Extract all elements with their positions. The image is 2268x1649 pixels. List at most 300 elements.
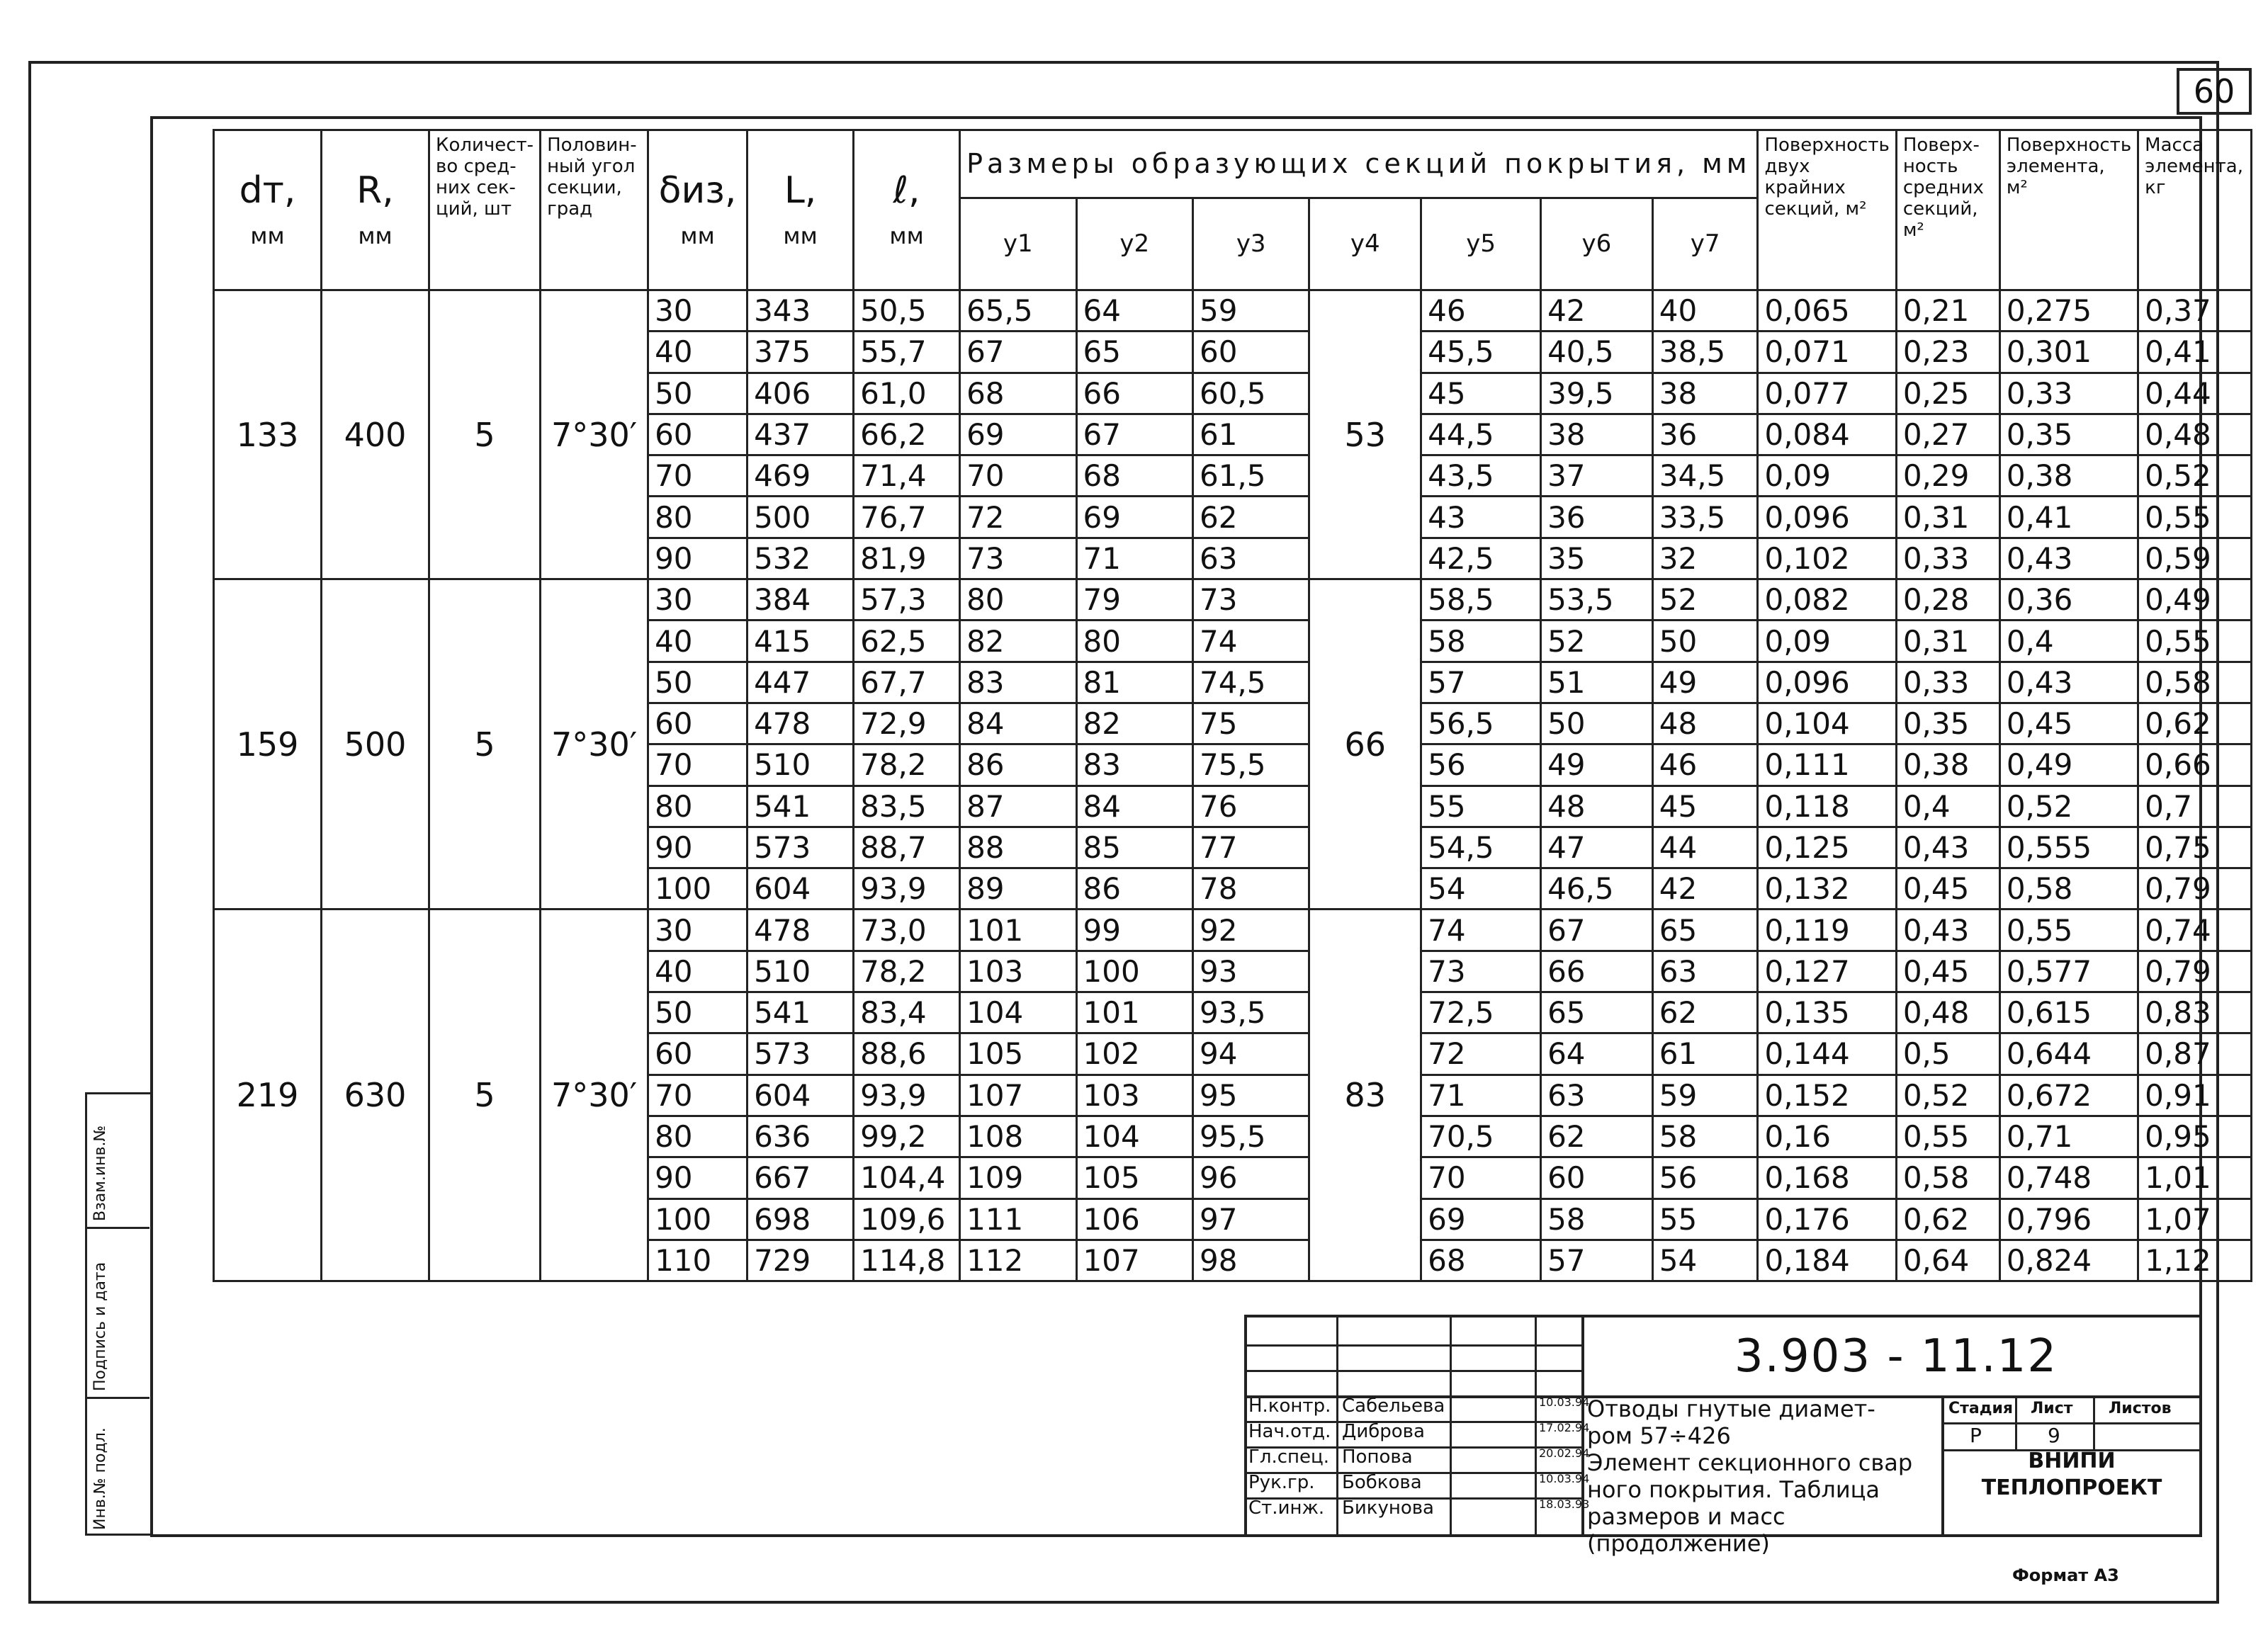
- table-cell: 57,3: [854, 579, 960, 620]
- table-cell: 109: [960, 1157, 1076, 1198]
- table-cell: 99,2: [854, 1116, 960, 1157]
- table-cell: 510: [747, 744, 854, 786]
- table-cell: 500: [747, 497, 854, 538]
- table-cell: 71: [1421, 1075, 1541, 1116]
- table-cell: 93,9: [854, 868, 960, 910]
- signature-date: 10.03.94: [1539, 1472, 1590, 1485]
- table-cell: 0,79: [2138, 868, 2252, 910]
- table-cell: 65,5: [960, 290, 1076, 332]
- table-cell: 55: [1421, 786, 1541, 827]
- signature-row: [1246, 1470, 1590, 1496]
- table-cell: 0,83: [2138, 992, 2252, 1033]
- table-cell: 76: [1192, 786, 1309, 827]
- table-cell: 447: [747, 662, 854, 703]
- stamp-cell-replaced: Взам.инв.№: [87, 1094, 149, 1229]
- table-cell: 39,5: [1541, 373, 1653, 414]
- cell-y4: 66: [1309, 579, 1421, 910]
- table-cell: 92: [1192, 910, 1309, 951]
- table-cell: 0,28: [1896, 579, 1999, 620]
- table-cell: 67: [1076, 414, 1192, 455]
- table-cell: 88,7: [854, 827, 960, 868]
- table-cell: 667: [747, 1157, 854, 1198]
- table-cell: 51: [1541, 662, 1653, 703]
- table-cell: 63: [1541, 1075, 1653, 1116]
- signature-name: Бикунова: [1342, 1497, 1434, 1519]
- table-cell: 35: [1541, 538, 1653, 579]
- table-cell: 0,66: [2138, 744, 2252, 786]
- table-cell: 573: [747, 1033, 854, 1075]
- table-cell: 93,5: [1192, 992, 1309, 1033]
- table-cell: 45: [1421, 373, 1541, 414]
- table-cell: 73: [1421, 951, 1541, 992]
- signature-row: [1246, 1445, 1590, 1470]
- table-cell: 48: [1652, 703, 1758, 744]
- table-cell: 0,58: [1999, 868, 2138, 910]
- table-cell: 78,2: [854, 951, 960, 992]
- table-cell: 0,111: [1758, 744, 1896, 786]
- table-cell: 0,104: [1758, 703, 1896, 744]
- table-cell: 80: [960, 579, 1076, 620]
- cell-half-angle: 7°30′: [541, 290, 648, 579]
- table-cell: 0,184: [1758, 1240, 1896, 1281]
- table-cell: 90: [648, 538, 747, 579]
- table-cell: 0,49: [1999, 744, 2138, 786]
- cell-y4: 53: [1309, 290, 1421, 579]
- table-cell: 112: [960, 1240, 1076, 1281]
- table-cell: 0,55: [1999, 910, 2138, 951]
- table-cell: 114,8: [854, 1240, 960, 1281]
- table-cell: 83,4: [854, 992, 960, 1033]
- table-cell: 67,7: [854, 662, 960, 703]
- dimensions-table: [213, 129, 2252, 1282]
- table-cell: 82: [1076, 703, 1192, 744]
- table-cell: 0,33: [1896, 538, 1999, 579]
- table-cell: 40: [648, 332, 747, 373]
- table-cell: 40: [648, 951, 747, 992]
- table-cell: 510: [747, 951, 854, 992]
- cell-sections-count: 5: [429, 290, 541, 579]
- table-cell: 33,5: [1652, 497, 1758, 538]
- table-cell: 62,5: [854, 620, 960, 662]
- table-cell: 50: [1541, 703, 1653, 744]
- table-cell: 0,55: [2138, 497, 2252, 538]
- table-cell: 0,48: [1896, 992, 1999, 1033]
- table-cell: 0,31: [1896, 497, 1999, 538]
- cell-half-angle: 7°30′: [541, 579, 648, 910]
- table-cell: 68: [960, 373, 1076, 414]
- table-cell: 0,31: [1896, 620, 1999, 662]
- table-cell: 48: [1541, 786, 1653, 827]
- table-cell: 0,27: [1896, 414, 1999, 455]
- table-cell: 0,52: [1999, 786, 2138, 827]
- signature-role: Гл.спец.: [1248, 1446, 1329, 1468]
- table-cell: 0,44: [2138, 373, 2252, 414]
- table-cell: 469: [747, 455, 854, 497]
- table-cell: 49: [1652, 662, 1758, 703]
- table-cell: 80: [648, 497, 747, 538]
- table-cell: 0,096: [1758, 662, 1896, 703]
- table-cell: 0,796: [1999, 1198, 2138, 1240]
- table-cell: 0,132: [1758, 868, 1896, 910]
- side-stamp: [85, 1092, 150, 1536]
- table-cell: 0,176: [1758, 1198, 1896, 1240]
- header-delta: δиз, мм: [648, 130, 747, 290]
- cell-r: 630: [322, 910, 429, 1281]
- table-cell: 0,43: [1896, 827, 1999, 868]
- table-cell: 0,55: [1896, 1116, 1999, 1157]
- table-cell: 406: [747, 373, 854, 414]
- table-cell: 57: [1421, 662, 1541, 703]
- table-cell: 56: [1652, 1157, 1758, 1198]
- table-cell: 87: [960, 786, 1076, 827]
- table-cell: 61,0: [854, 373, 960, 414]
- table-cell: 0,21: [1896, 290, 1999, 332]
- table-cell: 0,29: [1896, 455, 1999, 497]
- signature-row: [1246, 1394, 1590, 1420]
- table-cell: 55: [1652, 1198, 1758, 1240]
- table-cell: 0,096: [1758, 497, 1896, 538]
- table-cell: 0,118: [1758, 786, 1896, 827]
- table-cell: 101: [1076, 992, 1192, 1033]
- table-cell: 100: [648, 868, 747, 910]
- table-cell: 0,58: [1896, 1157, 1999, 1198]
- table-cell: 0,23: [1896, 332, 1999, 373]
- table-cell: 107: [1076, 1240, 1192, 1281]
- table-cell: 86: [960, 744, 1076, 786]
- table-cell: 81: [1076, 662, 1192, 703]
- table-cell: 56,5: [1421, 703, 1541, 744]
- signature-date: 10.03.94: [1539, 1395, 1590, 1409]
- table-cell: 60: [1541, 1157, 1653, 1198]
- table-cell: 80: [648, 1116, 747, 1157]
- table-cell: 43: [1421, 497, 1541, 538]
- table-cell: 77: [1192, 827, 1309, 868]
- table-cell: 0,33: [1999, 373, 2138, 414]
- table-cell: 80: [648, 786, 747, 827]
- table-cell: 0,79: [2138, 951, 2252, 992]
- table-cell: 54,5: [1421, 827, 1541, 868]
- table-cell: 0,071: [1758, 332, 1896, 373]
- table-cell: 82: [960, 620, 1076, 662]
- cell-y4: 83: [1309, 910, 1421, 1281]
- table-cell: 0,144: [1758, 1033, 1896, 1075]
- cell-half-angle: 7°30′: [541, 910, 648, 1281]
- table-cell: 0,45: [1896, 868, 1999, 910]
- table-cell: 44,5: [1421, 414, 1541, 455]
- signature-role: Ст.инж.: [1248, 1497, 1325, 1519]
- table-cell: 0,71: [1999, 1116, 2138, 1157]
- table-cell: 86: [1076, 868, 1192, 910]
- table-cell: 61,5: [1192, 455, 1309, 497]
- header-y5: y5: [1421, 198, 1541, 290]
- header-L: L, мм: [747, 130, 854, 290]
- table-cell: 0,41: [1999, 497, 2138, 538]
- table-cell: 62: [1192, 497, 1309, 538]
- table-cell: 104: [960, 992, 1076, 1033]
- table-cell: 72: [960, 497, 1076, 538]
- cell-sections-count: 5: [429, 910, 541, 1281]
- table-cell: 0,615: [1999, 992, 2138, 1033]
- table-cell: 0,52: [1896, 1075, 1999, 1116]
- cell-r: 400: [322, 290, 429, 579]
- table-cell: 93: [1192, 951, 1309, 992]
- table-cell: 0,09: [1758, 620, 1896, 662]
- table-cell: 36: [1652, 414, 1758, 455]
- table-cell: 89: [960, 868, 1076, 910]
- table-cell: 636: [747, 1116, 854, 1157]
- table-cell: 70: [648, 744, 747, 786]
- table-cell: 0,4: [1896, 786, 1999, 827]
- signature-name: Сабельева: [1342, 1395, 1445, 1417]
- table-cell: 729: [747, 1240, 854, 1281]
- table-cell: 0,065: [1758, 290, 1896, 332]
- table-cell: 85: [1076, 827, 1192, 868]
- table-cell: 0,38: [1896, 744, 1999, 786]
- table-cell: 72,5: [1421, 992, 1541, 1033]
- table-cell: 101: [960, 910, 1076, 951]
- table-cell: 59: [1192, 290, 1309, 332]
- signature-role: Н.контр.: [1248, 1395, 1331, 1417]
- table-cell: 73: [1192, 579, 1309, 620]
- table-cell: 42: [1541, 290, 1653, 332]
- header-dt: dт, мм: [214, 130, 322, 290]
- table-cell: 45: [1652, 786, 1758, 827]
- table-cell: 58: [1652, 1116, 1758, 1157]
- table-cell: 60: [1192, 332, 1309, 373]
- table-cell: 46: [1421, 290, 1541, 332]
- table-cell: 94: [1192, 1033, 1309, 1075]
- table-cell: 0,644: [1999, 1033, 2138, 1075]
- signature-name: Бобкова: [1342, 1472, 1422, 1493]
- table-cell: 604: [747, 1075, 854, 1116]
- table-cell: 478: [747, 910, 854, 951]
- table-cell: 88: [960, 827, 1076, 868]
- table-cell: 84: [960, 703, 1076, 744]
- table-cell: 72,9: [854, 703, 960, 744]
- table-cell: 97: [1192, 1198, 1309, 1240]
- header-y6: y6: [1541, 198, 1653, 290]
- table-cell: 60: [648, 1033, 747, 1075]
- table-cell: 104,4: [854, 1157, 960, 1198]
- table-cell: 58,5: [1421, 579, 1541, 620]
- signature-role: Рук.гр.: [1248, 1472, 1315, 1493]
- table-cell: 437: [747, 414, 854, 455]
- table-cell: 37: [1541, 455, 1653, 497]
- sheet-number: 60: [2177, 68, 2252, 115]
- table-cell: 0,95: [2138, 1116, 2252, 1157]
- sheet-label: Лист: [2031, 1400, 2073, 1417]
- signature-date: 20.02.94: [1539, 1446, 1590, 1460]
- table-cell: 698: [747, 1198, 854, 1240]
- table-cell: 95: [1192, 1075, 1309, 1116]
- table-cell: 0,55: [2138, 620, 2252, 662]
- table-cell: 79: [1076, 579, 1192, 620]
- table-cell: 78: [1192, 868, 1309, 910]
- table-cell: 0,168: [1758, 1157, 1896, 1198]
- table-cell: 74: [1421, 910, 1541, 951]
- paper-format: Формат А3: [2012, 1565, 2119, 1585]
- table-cell: 0,09: [1758, 455, 1896, 497]
- table-cell: 0,275: [1999, 290, 2138, 332]
- table-cell: 69: [1076, 497, 1192, 538]
- table-cell: 54: [1421, 868, 1541, 910]
- stamp-cell-signature: Подпись и дата: [87, 1229, 149, 1399]
- table-cell: 0,37: [2138, 290, 2252, 332]
- table-cell: 58: [1421, 620, 1541, 662]
- table-cell: 76,7: [854, 497, 960, 538]
- table-cell: 42: [1652, 868, 1758, 910]
- header-l: ℓ, мм: [854, 130, 960, 290]
- signature-date: 17.02.94: [1539, 1421, 1590, 1434]
- table-cell: 70: [648, 1075, 747, 1116]
- table-cell: 88,6: [854, 1033, 960, 1075]
- table-cell: 0,7: [2138, 786, 2252, 827]
- organization: ВНИПИ ТЕПЛОПРОЕКТ: [1981, 1449, 2162, 1500]
- table-cell: 106: [1076, 1198, 1192, 1240]
- header-half-angle: Половин-ный угол секции, град: [541, 130, 648, 290]
- table-cell: 105: [960, 1033, 1076, 1075]
- table-cell: 0,824: [1999, 1240, 2138, 1281]
- sheets-label: Листов: [2109, 1400, 2172, 1417]
- table-cell: 0,16: [1758, 1116, 1896, 1157]
- table-cell: 573: [747, 827, 854, 868]
- header-mass: Масса элемента, кг: [2138, 130, 2252, 290]
- table-cell: 75,5: [1192, 744, 1309, 786]
- table-cell: 66: [1076, 373, 1192, 414]
- table-cell: 102: [1076, 1033, 1192, 1075]
- table-cell: 68: [1421, 1240, 1541, 1281]
- table-cell: 40: [1652, 290, 1758, 332]
- table-cell: 375: [747, 332, 854, 373]
- cell-dt: 219: [214, 910, 322, 1281]
- table-cell: 45,5: [1421, 332, 1541, 373]
- table-cell: 100: [1076, 951, 1192, 992]
- table-cell: 50: [1652, 620, 1758, 662]
- table-cell: 0,52: [2138, 455, 2252, 497]
- cell-dt: 159: [214, 579, 322, 910]
- table-cell: 40,5: [1541, 332, 1653, 373]
- table-cell: 100: [648, 1198, 747, 1240]
- table-cell: 50,5: [854, 290, 960, 332]
- table-cell: 71,4: [854, 455, 960, 497]
- stage-label: Стадия: [1948, 1400, 2014, 1417]
- table-cell: 0,45: [1896, 951, 1999, 992]
- table-cell: 34,5: [1652, 455, 1758, 497]
- table-cell: 0,74: [2138, 910, 2252, 951]
- table-cell: 343: [747, 290, 854, 332]
- table-cell: 63: [1192, 538, 1309, 579]
- table-cell: 0,38: [1999, 455, 2138, 497]
- sheet-value: 9: [2048, 1424, 2060, 1447]
- signature-row: [1246, 1420, 1590, 1445]
- table-cell: 541: [747, 992, 854, 1033]
- table-cell: 0,119: [1758, 910, 1896, 951]
- document-designation: 3.903 - 11.12: [1734, 1330, 2058, 1383]
- table-cell: 65: [1652, 910, 1758, 951]
- document-title: Отводы гнутые диамет- ром 57÷426 Элемент секционного свар ного покрытия. Таблица размеров и масс (продолжение): [1587, 1395, 1913, 1557]
- table-cell: 47: [1541, 827, 1653, 868]
- table-cell: 0,36: [1999, 579, 2138, 620]
- table-cell: 0,43: [1999, 538, 2138, 579]
- table-cell: 67: [1541, 910, 1653, 951]
- table-cell: 61: [1192, 414, 1309, 455]
- table-cell: 541: [747, 786, 854, 827]
- table-cell: 49: [1541, 744, 1653, 786]
- table-cell: 80: [1076, 620, 1192, 662]
- table-cell: 70: [1421, 1157, 1541, 1198]
- table-cell: 0,152: [1758, 1075, 1896, 1116]
- table-cell: 63: [1652, 951, 1758, 992]
- table-cell: 83,5: [854, 786, 960, 827]
- table-cell: 69: [960, 414, 1076, 455]
- table-cell: 103: [1076, 1075, 1192, 1116]
- table-cell: 64: [1541, 1033, 1653, 1075]
- table-cell: 58: [1541, 1198, 1653, 1240]
- cell-r: 500: [322, 579, 429, 910]
- table-cell: 1,01: [2138, 1157, 2252, 1198]
- table-cell: 66: [1541, 951, 1653, 992]
- signature-row: [1246, 1496, 1590, 1522]
- table-cell: 68: [1076, 455, 1192, 497]
- header-section-sizes: Размеры образующих секций покрытия, мм: [960, 130, 1758, 198]
- table-cell: 50: [648, 373, 747, 414]
- table-cell: 74,5: [1192, 662, 1309, 703]
- header-y1: y1: [960, 198, 1076, 290]
- table-cell: 0,75: [2138, 827, 2252, 868]
- table-cell: 93,9: [854, 1075, 960, 1116]
- table-cell: 0,555: [1999, 827, 2138, 868]
- table-cell: 74: [1192, 620, 1309, 662]
- table-cell: 52: [1541, 620, 1653, 662]
- table-cell: 75: [1192, 703, 1309, 744]
- table-cell: 66,2: [854, 414, 960, 455]
- stamp-cell-inventory: Инв.№ подл.: [91, 1427, 109, 1530]
- table-cell: 53,5: [1541, 579, 1653, 620]
- table-cell: 32: [1652, 538, 1758, 579]
- table-cell: 0,33: [1896, 662, 1999, 703]
- table-cell: 60: [648, 414, 747, 455]
- table-cell: 69: [1421, 1198, 1541, 1240]
- table-cell: 62: [1541, 1116, 1653, 1157]
- table-cell: 0,077: [1758, 373, 1896, 414]
- table-cell: 81,9: [854, 538, 960, 579]
- table-cell: 70: [648, 455, 747, 497]
- table-cell: 70,5: [1421, 1116, 1541, 1157]
- table-cell: 90: [648, 1157, 747, 1198]
- table-cell: 65: [1076, 332, 1192, 373]
- table-row: [214, 910, 2252, 951]
- table-cell: 0,87: [2138, 1033, 2252, 1075]
- signature-role: Нач.отд.: [1248, 1421, 1331, 1442]
- header-y7: y7: [1652, 198, 1758, 290]
- header-y4: y4: [1309, 198, 1421, 290]
- table-cell: 50: [648, 992, 747, 1033]
- table-cell: 532: [747, 538, 854, 579]
- table-cell: 110: [648, 1240, 747, 1281]
- stage-value: Р: [1970, 1424, 1982, 1447]
- table-cell: 65: [1541, 992, 1653, 1033]
- table-cell: 62: [1652, 992, 1758, 1033]
- table-cell: 0,35: [1896, 703, 1999, 744]
- table-cell: 0,58: [2138, 662, 2252, 703]
- table-cell: 83: [1076, 744, 1192, 786]
- header-y2: y2: [1076, 198, 1192, 290]
- table-cell: 0,102: [1758, 538, 1896, 579]
- table-cell: 0,41: [2138, 332, 2252, 373]
- table-cell: 0,43: [1896, 910, 1999, 951]
- table-cell: 0,301: [1999, 332, 2138, 373]
- table-cell: 67: [960, 332, 1076, 373]
